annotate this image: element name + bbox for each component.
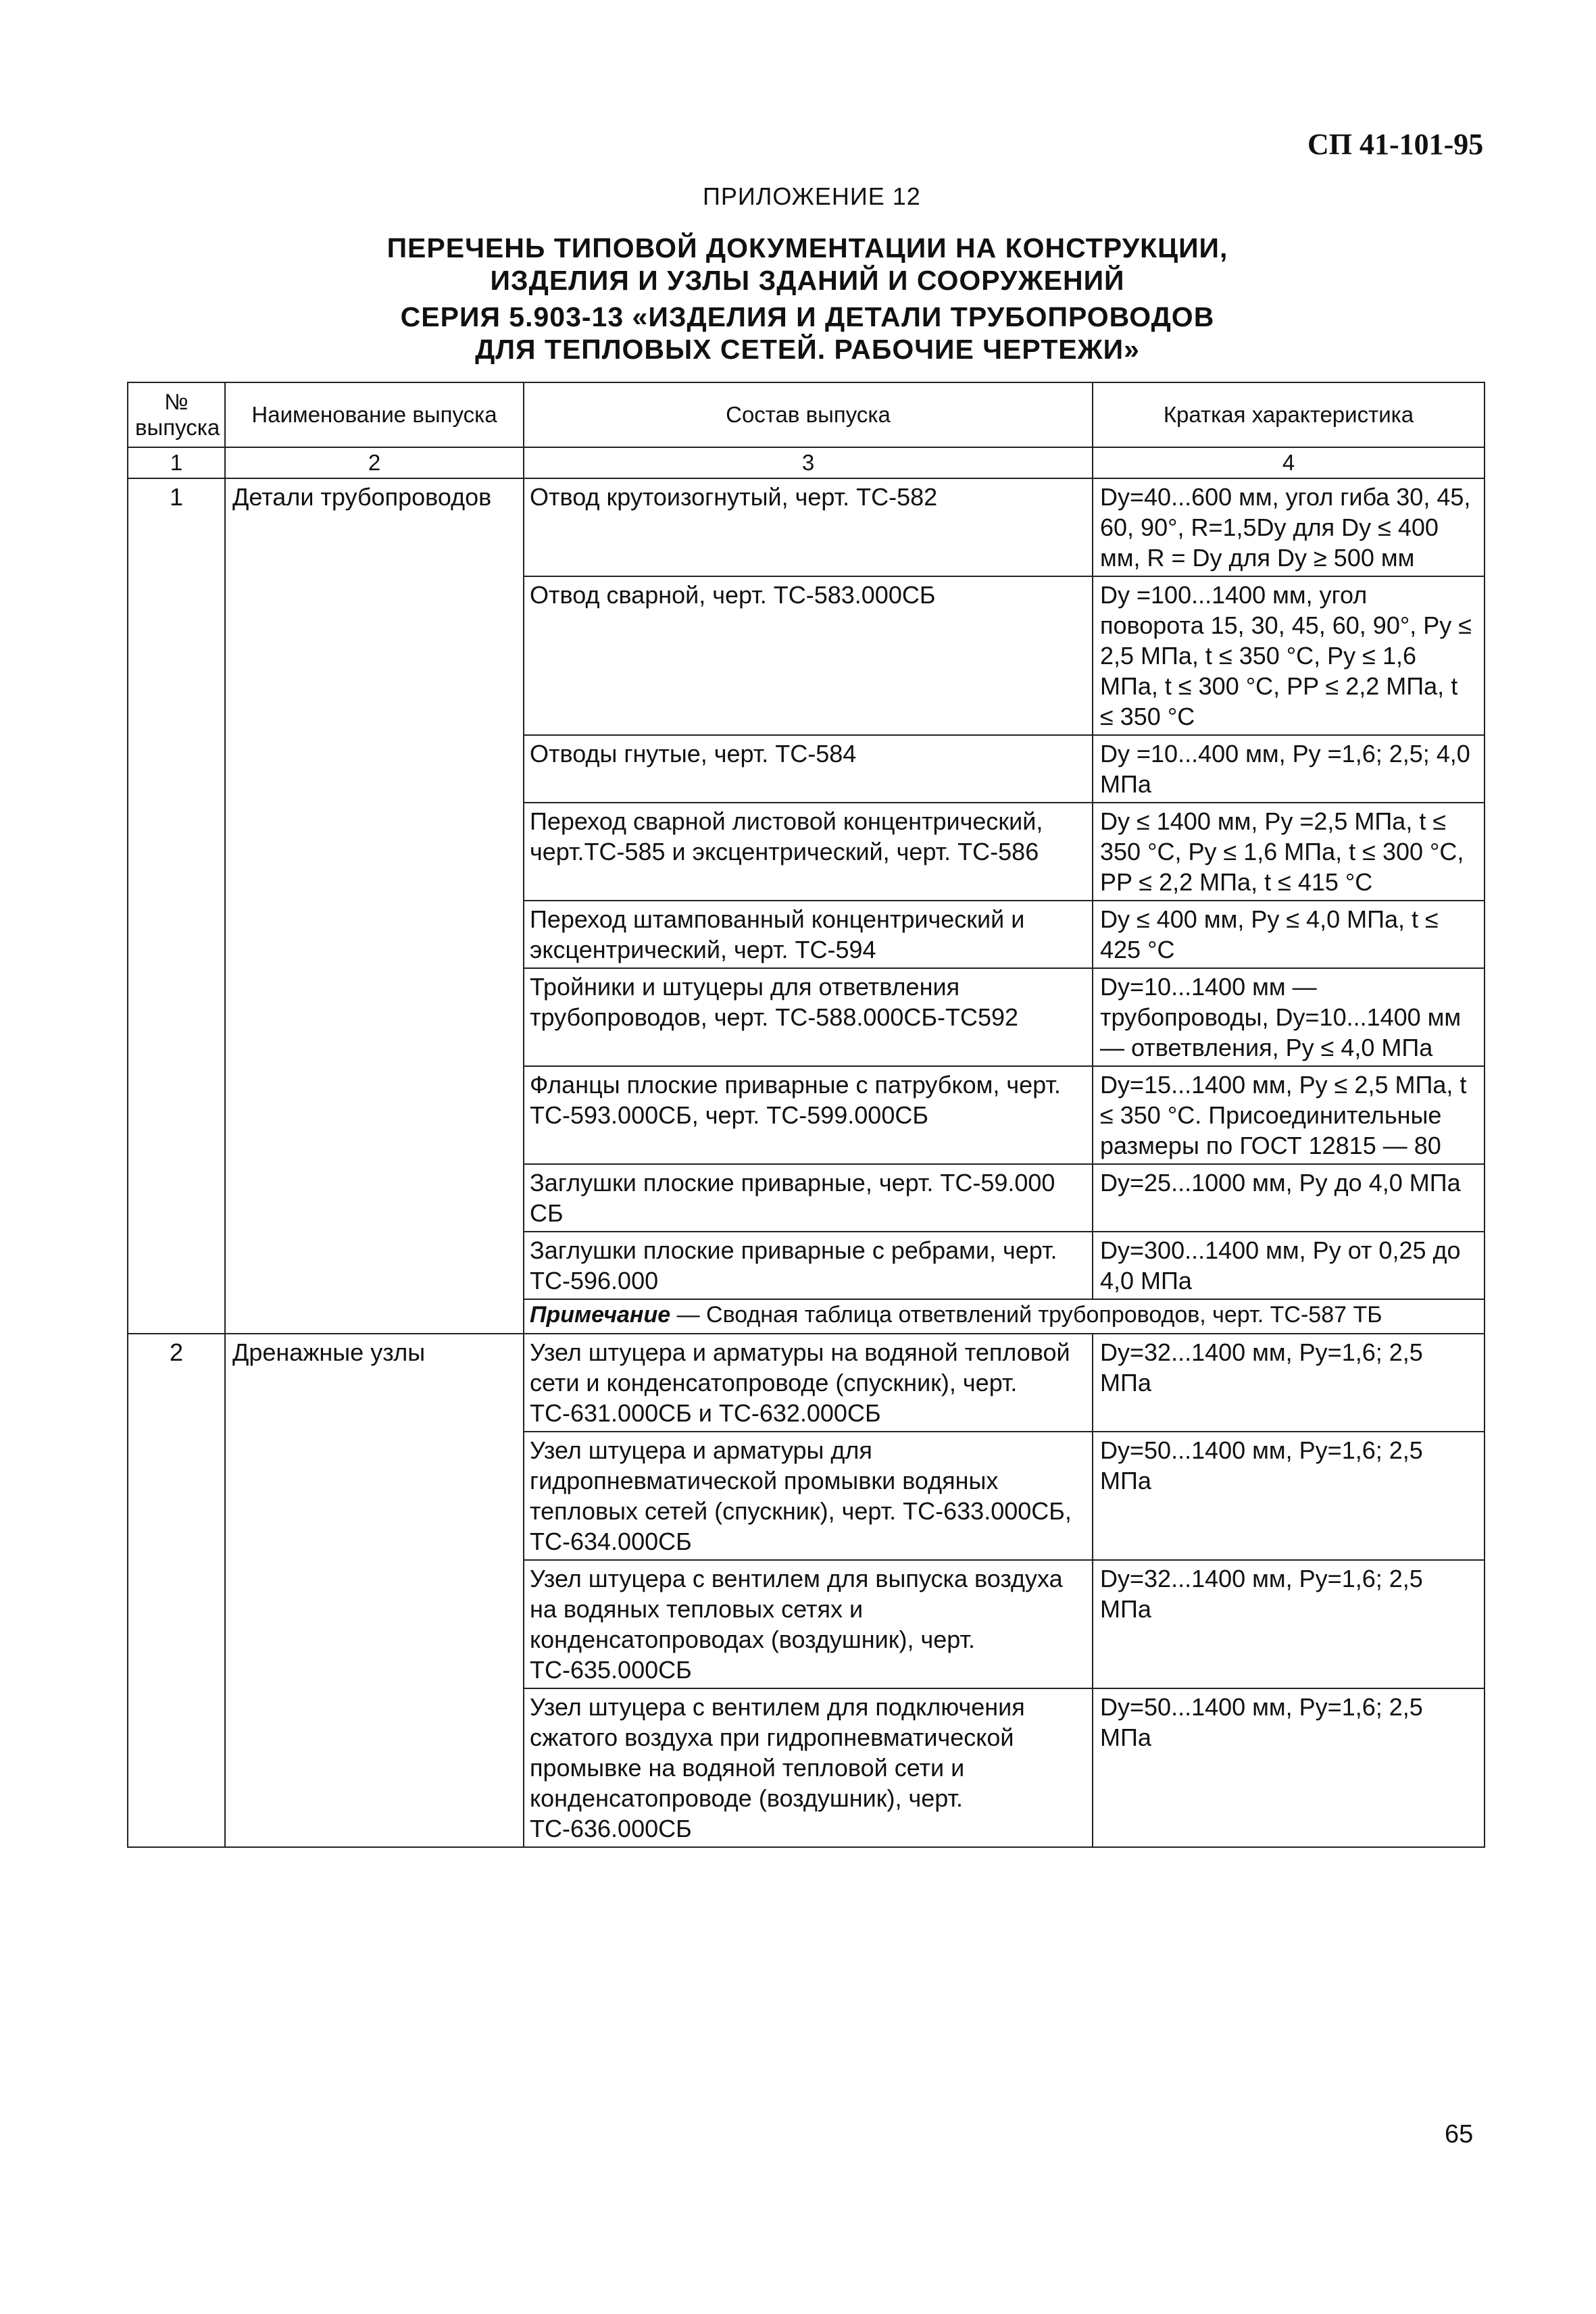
issue-number: 1 [128,478,225,1334]
issue-number: 2 [128,1334,225,1847]
composition-cell: Узел штуцера и арматуры на водяной тепловой сети и конденсатопроводе (спускник), черт. ТС-631.000СБ и ТС-632.000СБ [524,1334,1093,1432]
composition-cell: Отвод сварной, черт. ТС-583.000СБ [524,576,1093,735]
composition-cell: Переход сварной листовой концентрический, черт.ТС-585 и эксцентрический, черт. ТС-586 [524,803,1093,901]
characteristic-cell: Dу=10...1400 мм — трубопроводы, Dу=10...1400 мм — ответвления, Pу ≤ 4,0 МПа [1093,968,1485,1066]
characteristic-cell: Dу=40...600 мм, угол гиба 30, 45, 60, 90°, R=1,5Dу для Dу ≤ 400 мм, R = Dу для Dу ≥ 500 мм [1093,478,1485,576]
series-title [378,301,1237,366]
issue-name: Детали трубопроводов [225,478,524,1334]
composition-cell: Фланцы плоские приварные с патрубком, черт. ТС-593.000СБ, черт. ТС-599.000СБ [524,1066,1093,1164]
table-row [128,1334,1485,1432]
characteristic-cell: Dу =100...1400 мм, угол поворота 15, 30, 45, 60, 90°, Pу ≤ 2,5 МПа, t ≤ 350 °C, Pу ≤ 1,6 МПа, t ≤ 300 °C, PP ≤ 2,2 МПа, t ≤ 350 °C [1093,576,1485,735]
column-number: 4 [1093,447,1485,478]
column-header-issue-number: № выпуска [128,382,225,447]
composition-cell: Узел штуцера и арматуры для гидропневматической промывки водяных тепловых сетей (спускник), черт. ТС-633.000СБ, ТС-634.000СБ [524,1432,1093,1560]
characteristic-cell: Dу=32...1400 мм, Pу=1,6; 2,5 МПа [1093,1334,1485,1432]
document-title [378,232,1237,297]
series-line-1: СЕРИЯ 5.903-13 «ИЗДЕЛИЯ И ДЕТАЛИ ТРУБОПРОВОДОВ [400,301,1215,332]
document-code: СП 41-101-95 [1307,128,1484,161]
note-text: — Сводная таблица ответвлений трубопроводов, черт. ТС-587 ТБ [670,1302,1382,1328]
composition-cell: Отвод крутоизогнутый, черт. ТС-582 [524,478,1093,576]
page-number: 65 [1445,2120,1474,2148]
table-note [524,1299,1485,1334]
title-line-2: ИЗДЕЛИЯ И УЗЛЫ ЗДАНИЙ И СООРУЖЕНИЙ [490,265,1125,296]
characteristic-cell: Dу=15...1400 мм, Pу ≤ 2,5 МПа, t ≤ 350 °C. Присоединительные размеры по ГОСТ 12815 — 80 [1093,1066,1485,1164]
table-row [128,478,1485,576]
appendix-label: ПРИЛОЖЕНИЕ 12 [703,182,921,210]
column-number-row [128,447,1485,478]
characteristic-cell: Dу=300...1400 мм, Pу от 0,25 до 4,0 МПа [1093,1232,1485,1299]
column-header-composition: Состав выпуска [524,382,1093,447]
composition-cell: Тройники и штуцеры для ответвления трубопроводов, черт. ТС-588.000СБ-ТС592 [524,968,1093,1066]
characteristic-cell: Dу=25...1000 мм, Pу до 4,0 МПа [1093,1164,1485,1232]
characteristic-cell: Dу =10...400 мм, Pу =1,6; 2,5; 4,0 МПа [1093,735,1485,803]
characteristic-cell: Dу=50...1400 мм, Pу=1,6; 2,5 МПа [1093,1432,1485,1560]
title-line-1: ПЕРЕЧЕНЬ ТИПОВОЙ ДОКУМЕНТАЦИИ НА КОНСТРУКЦИИ, [386,232,1228,263]
characteristic-cell: Dу ≤ 400 мм, Pу ≤ 4,0 МПа, t ≤ 425 °C [1093,901,1485,968]
table-header-row [128,382,1485,447]
issue-name: Дренажные узлы [225,1334,524,1847]
series-line-2: ДЛЯ ТЕПЛОВЫХ СЕТЕЙ. РАБОЧИЕ ЧЕРТЕЖИ» [475,334,1140,365]
characteristic-cell: Dу ≤ 1400 мм, Pу =2,5 МПа, t ≤ 350 °C, Pу ≤ 1,6 МПа, t ≤ 300 °C, PP ≤ 2,2 МПа, t ≤ 415 °C [1093,803,1485,901]
column-header-characteristic: Краткая характеристика [1093,382,1485,447]
composition-cell: Узел штуцера с вентилем для выпуска воздуха на водяных тепловых сетях и конденсатопроводах (воздушник), черт. ТС-635.000СБ [524,1560,1093,1688]
characteristic-cell: Dу=50...1400 мм, Pу=1,6; 2,5 МПа [1093,1688,1485,1847]
column-number: 2 [225,447,524,478]
column-number: 1 [128,447,225,478]
column-number: 3 [524,447,1093,478]
documentation-table [127,382,1485,1848]
composition-cell: Заглушки плоские приварные с ребрами, черт. ТС-596.000 [524,1232,1093,1299]
characteristic-cell: Dу=32...1400 мм, Pу=1,6; 2,5 МПа [1093,1560,1485,1688]
column-header-issue-name: Наименование выпуска [225,382,524,447]
composition-cell: Узел штуцера с вентилем для подключения сжатого воздуха при гидропневматической промывке на водяной тепловой сети и конденсатопроводе (воздушник), черт. ТС-636.000СБ [524,1688,1093,1847]
composition-cell: Заглушки плоские приварные, черт. ТС-59.000 СБ [524,1164,1093,1232]
composition-cell: Переход штампованный концентрический и эксцентрический, черт. ТС-594 [524,901,1093,968]
composition-cell: Отводы гнутые, черт. ТС-584 [524,735,1093,803]
note-label: Примечание [530,1302,671,1328]
